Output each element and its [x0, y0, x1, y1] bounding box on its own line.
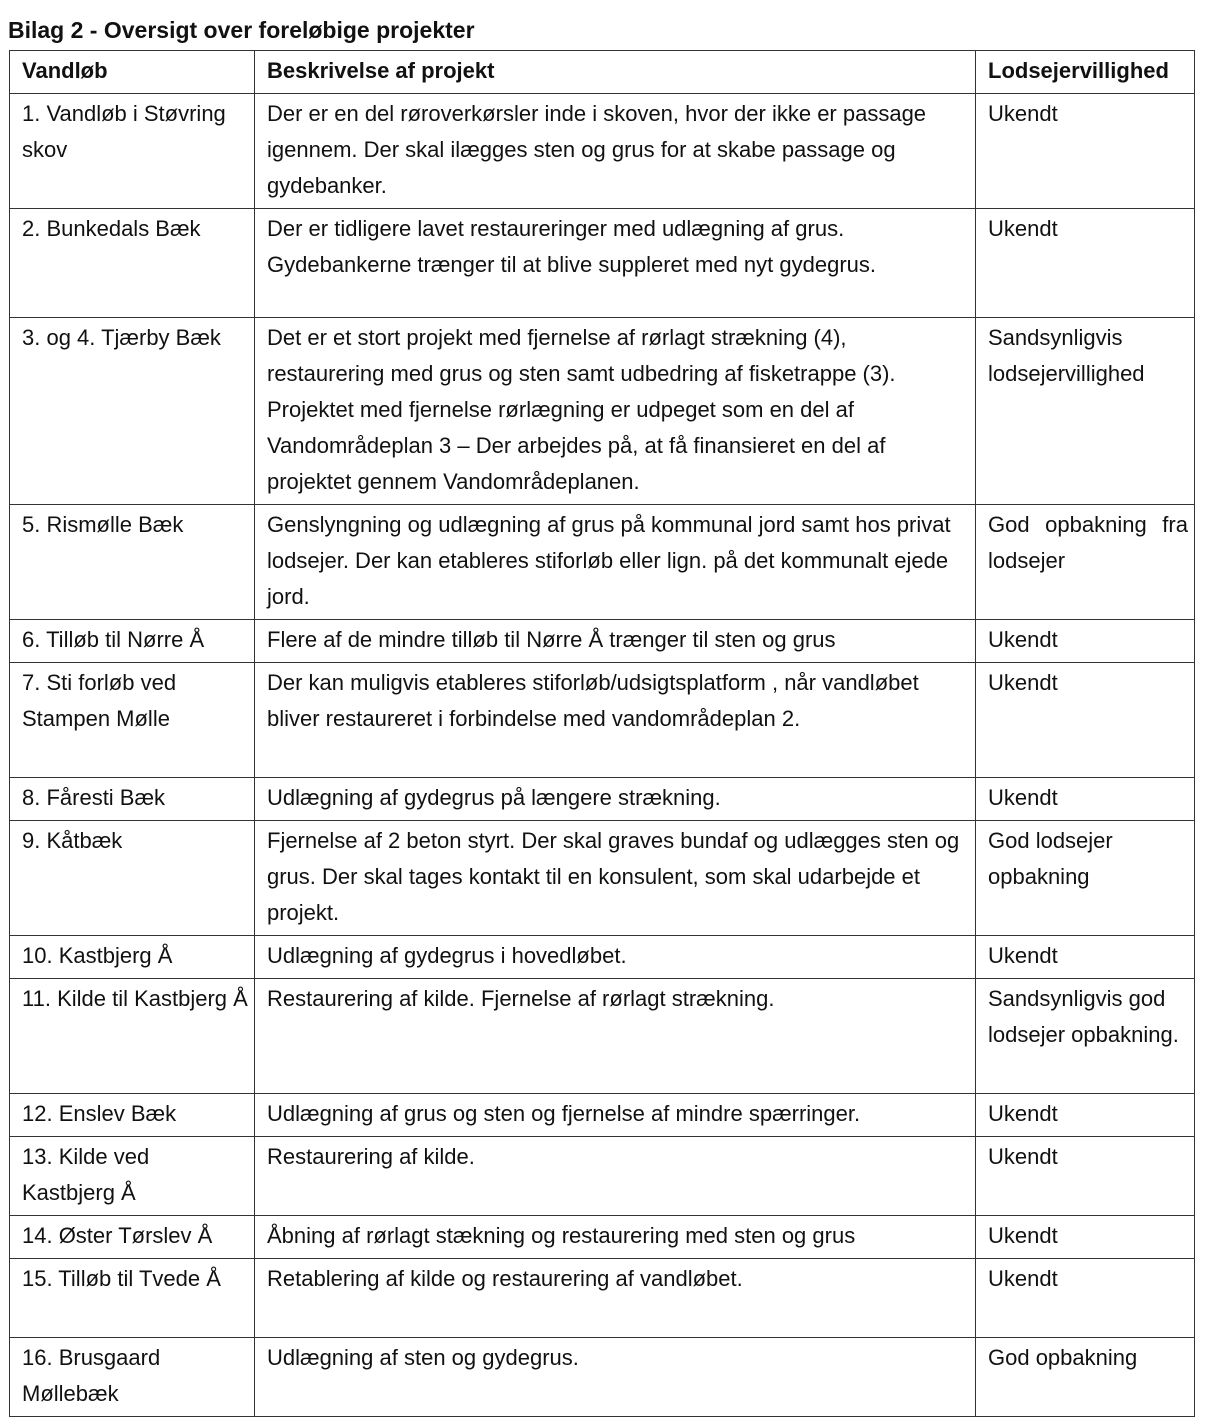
cell-willingness: Ukendt: [976, 778, 1195, 821]
cell-description: Restaurering af kilde. Fjernelse af rørlagt strækning.: [255, 979, 976, 1094]
cell-willingness: God opbakning: [976, 1338, 1195, 1417]
cell-watercourse: 13. Kilde ved Kastbjerg Å: [10, 1137, 255, 1216]
cell-description: Retablering af kilde og restaurering af vandløbet.: [255, 1259, 976, 1338]
cell-willingness: Ukendt: [976, 663, 1195, 778]
cell-description: Åbning af rørlagt stækning og restaurering med sten og grus: [255, 1216, 976, 1259]
cell-description: Der er tidligere lavet restaureringer med udlægning af grus. Gydebankerne trænger til at blive suppleret med nyt gydegrus.: [255, 209, 976, 318]
cell-description: Der kan muligvis etableres stiforløb/udsigtsplatform , når vandløbet bliver restaureret i forbindelse med vandområdeplan 2.: [255, 663, 976, 778]
cell-willingness: Ukendt: [976, 1259, 1195, 1338]
table-row: [10, 821, 1195, 936]
table-header-row: [10, 51, 1195, 94]
cell-description: Genslyngning og udlægning af grus på kommunal jord samt hos privat lodsejer. Der kan etableres stiforløb eller lign. på det kommunalt ejede jord.: [255, 505, 976, 620]
cell-description: Flere af de mindre tilløb til Nørre Å trænger til sten og grus: [255, 620, 976, 663]
cell-watercourse: 6. Tilløb til Nørre Å: [10, 620, 255, 663]
cell-watercourse: 16. Brusgaard Møllebæk: [10, 1338, 255, 1417]
cell-watercourse: 8. Fåresti Bæk: [10, 778, 255, 821]
table-row: [10, 663, 1195, 778]
cell-willingness: Ukendt: [976, 1137, 1195, 1216]
cell-watercourse: 2. Bunkedals Bæk: [10, 209, 255, 318]
cell-description: Restaurering af kilde.: [255, 1137, 976, 1216]
table-row: [10, 505, 1195, 620]
cell-willingness: Sandsynligvis lodsejervillighed: [976, 318, 1195, 505]
table-row: [10, 778, 1195, 821]
cell-description: Udlægning af gydegrus på længere strækning.: [255, 778, 976, 821]
table-row: [10, 936, 1195, 979]
document-title: Bilag 2 - Oversigt over foreløbige projekter: [8, 17, 475, 43]
column-header-watercourse: Vandløb: [10, 51, 255, 94]
table-row: [10, 94, 1195, 209]
cell-willingness: Ukendt: [976, 620, 1195, 663]
cell-description: Fjernelse af 2 beton styrt. Der skal graves bundaf og udlægges sten og grus. Der skal tages kontakt til en konsulent, som skal udarbejde et projekt.: [255, 821, 976, 936]
table-row: [10, 620, 1195, 663]
table-row: [10, 318, 1195, 505]
cell-willingness: God lodsejer opbakning: [976, 821, 1195, 936]
column-header-description: Beskrivelse af projekt: [255, 51, 976, 94]
cell-willingness: Ukendt: [976, 1216, 1195, 1259]
table-row: [10, 979, 1195, 1094]
cell-watercourse: 9. Kåtbæk: [10, 821, 255, 936]
cell-willingness: Sandsynligvis god lodsejer opbakning.: [976, 979, 1195, 1094]
cell-watercourse: 14. Øster Tørslev Å: [10, 1216, 255, 1259]
table-row: [10, 1137, 1195, 1216]
cell-willingness: Ukendt: [976, 94, 1195, 209]
projects-table: [9, 50, 1195, 1417]
cell-description: Der er en del røroverkørsler inde i skoven, hvor der ikke er passage igennem. Der skal ilægges sten og grus for at skabe passage og gydebanker.: [255, 94, 976, 209]
cell-willingness: Ukendt: [976, 936, 1195, 979]
cell-watercourse: 11. Kilde til Kastbjerg Å: [10, 979, 255, 1094]
cell-watercourse: 12. Enslev Bæk: [10, 1094, 255, 1137]
column-header-willingness: Lodsejervillighed: [976, 51, 1195, 94]
cell-description: Udlægning af sten og gydegrus.: [255, 1338, 976, 1417]
cell-willingness: Ukendt: [976, 209, 1195, 318]
cell-description: Det er et stort projekt med fjernelse af rørlagt strækning (4), restaurering med grus og sten samt udbedring af fisketrappe (3). Projektet med fjernelse rørlægning er udpeget som en del af Vandområdeplan 3 – Der arbejdes på, at få finansieret en del af projektet gennem Vandområdeplanen.: [255, 318, 976, 505]
cell-watercourse: 10. Kastbjerg Å: [10, 936, 255, 979]
cell-watercourse: 3. og 4. Tjærby Bæk: [10, 318, 255, 505]
cell-watercourse: 15. Tilløb til Tvede Å: [10, 1259, 255, 1338]
cell-watercourse: 1. Vandløb i Støvring skov: [10, 94, 255, 209]
table-row: [10, 1216, 1195, 1259]
cell-watercourse: 5. Rismølle Bæk: [10, 505, 255, 620]
table-row: [10, 1259, 1195, 1338]
cell-willingness: Ukendt: [976, 1094, 1195, 1137]
table-row: [10, 209, 1195, 318]
cell-description: Udlægning af grus og sten og fjernelse af mindre spærringer.: [255, 1094, 976, 1137]
cell-willingness: God opbakning fra lodsejer: [976, 505, 1195, 620]
table-row: [10, 1094, 1195, 1137]
cell-watercourse: 7. Sti forløb ved Stampen Mølle: [10, 663, 255, 778]
cell-description: Udlægning af gydegrus i hovedløbet.: [255, 936, 976, 979]
table-row: [10, 1338, 1195, 1417]
